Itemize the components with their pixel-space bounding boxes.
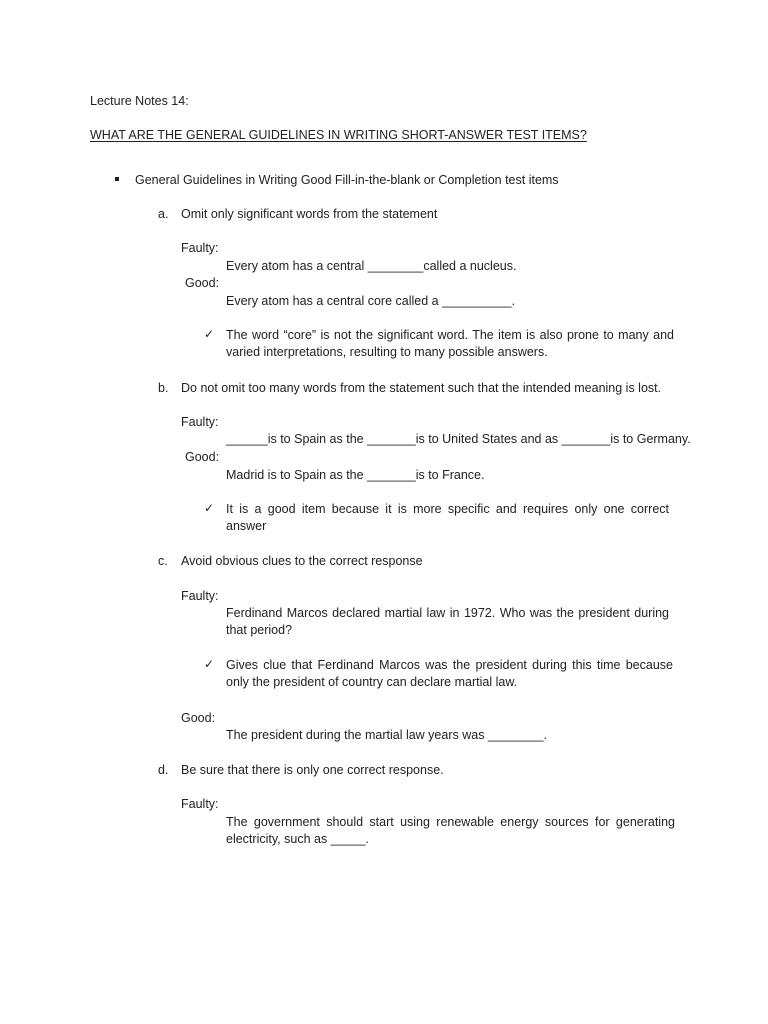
item-c-note: Gives clue that Ferdinand Marcos was the president during this time because only the president of country can declare martial law. [226,658,673,689]
item-b-faulty-label: Faulty: [181,415,219,429]
item-a-marker: a. [158,207,169,221]
item-a-note: The word “core” is not the significant word. The item is also prone to many and varied interpretations, resulting to many possible answers. [226,328,674,359]
item-a-good-example: Every atom has a central core called a __________. [226,294,516,308]
item-c-marker: c. [158,554,168,568]
item-d-faulty-label: Faulty: [181,797,219,811]
checkmark-icon: ✓ [204,327,215,341]
square-bullet-icon [115,177,119,181]
lecture-title: Lecture Notes 14: [90,94,189,108]
item-a-title: Omit only significant words from the statement [181,207,438,221]
item-d-faulty-example: The government should start using renewable energy sources for generating electricity, such as _____. [226,815,675,846]
item-b-title: Do not omit too many words from the statement such that the intended meaning is lost. [181,381,662,395]
item-b-good-label: Good: [185,450,220,464]
item-c-good-label: Good: [181,711,216,725]
item-d-marker: d. [158,763,169,777]
item-a-good-label: Good: [185,276,220,290]
main-bullet-text: General Guidelines in Writing Good Fill-in-the-blank or Completion test items [135,173,559,187]
item-c-good-example: The president during the martial law years was ________. [226,728,548,742]
checkmark-icon: ✓ [204,501,215,515]
page-heading: WHAT ARE THE GENERAL GUIDELINES IN WRITING SHORT-ANSWER TEST ITEMS? [90,128,587,142]
item-b-faulty-example: ______is to Spain as the _______is to United States and as _______is to Germany. [226,432,691,446]
item-c-title: Avoid obvious clues to the correct response [181,554,423,568]
item-a-faulty-label: Faulty: [181,241,219,255]
item-d-title: Be sure that there is only one correct response. [181,763,444,777]
item-b-note: It is a good item because it is more specific and requires only one correct answer [226,502,669,533]
item-c-faulty-label: Faulty: [181,589,219,603]
checkmark-icon: ✓ [204,657,215,671]
item-b-marker: b. [158,381,169,395]
item-b-good-example: Madrid is to Spain as the _______is to France. [226,468,485,482]
item-a-faulty-example: Every atom has a central ________called a nucleus. [226,259,517,273]
item-c-faulty-example: Ferdinand Marcos declared martial law in 1972. Who was the president during that period? [226,606,669,637]
